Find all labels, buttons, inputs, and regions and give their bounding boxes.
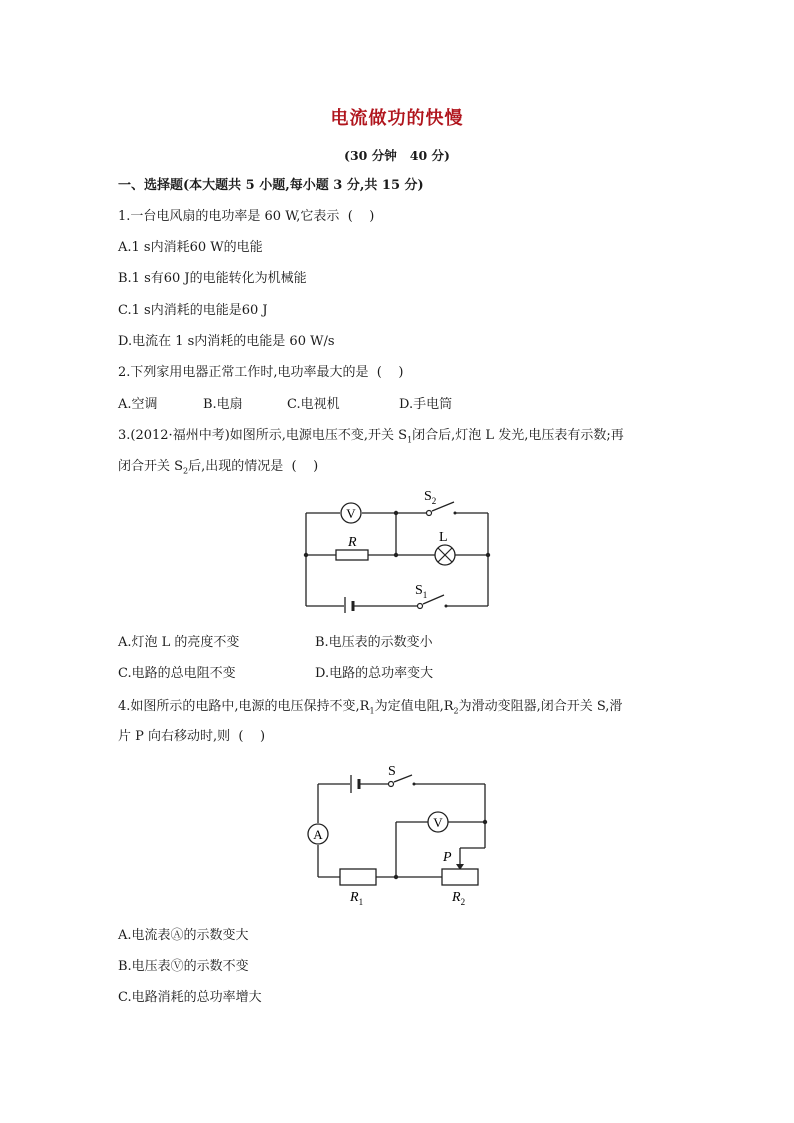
q4-stem-line2: 片 P 向右移动时,则 ( ) [118, 729, 266, 744]
q4-r1-label: $R_1$ [350, 890, 364, 907]
q1-option-a: A.1 s内消耗60 W的电能 [118, 240, 263, 255]
r2-rheostat-icon [442, 869, 478, 885]
q3-voltmeter-label: V [346, 506, 356, 521]
q3-s2-label: $S_2$ [424, 489, 437, 506]
q2-stem: 2.下列家用电器正常工作时,电功率最大的是 ( ) [118, 365, 404, 380]
section-heading: 一、选择题(本大题共 5 小题,每小题 3 分,共 15 分) [118, 178, 424, 193]
q1-option-c: C.1 s内消耗的电能是60 J [118, 303, 268, 318]
q3-stem-line1: 3.(2012·福州中考)如图所示,电源电压不变,开关 $S_1$闭合后,灯泡 L 发光,电压表有示数;再 [118, 428, 624, 445]
q4-circuit-diagram [300, 760, 500, 910]
page-title: 电流做功的快慢 [330, 108, 464, 129]
q2-option-c: C.电视机 [287, 397, 340, 412]
q3-option-d: D.电路的总功率变大 [315, 666, 434, 681]
q2-option-b: B.电扇 [203, 397, 243, 412]
q1-option-b: B.1 s有60 J的电能转化为机械能 [118, 271, 307, 286]
resistor-icon [336, 550, 368, 560]
q4-voltmeter-label: V [433, 815, 443, 830]
q3-option-a: A.灯泡 L 的亮度不变 [118, 635, 240, 650]
q3-option-b: B.电压表的示数变小 [315, 635, 433, 650]
q1-option-d: D.电流在 1 s内消耗的电能是 60 W/s [118, 334, 335, 349]
q3-lamp-label: L [439, 530, 448, 545]
time-score-note: (30 分钟 40 分) [344, 148, 450, 163]
q4-ammeter-label: A [313, 827, 323, 842]
q4-switch-label: S [388, 764, 396, 779]
q2-option-d: D.手电筒 [399, 397, 453, 412]
q3-resistor-label: R [348, 535, 357, 550]
q3-stem-line2: 闭合开关 $S_2$后,出现的情况是 ( ) [118, 459, 319, 476]
q4-option-c: C.电路消耗的总功率增大 [118, 990, 262, 1005]
q1-stem: 1.一台电风扇的电功率是 60 W,它表示 ( ) [118, 209, 375, 224]
r1-resistor-icon [340, 869, 376, 885]
q2-option-a: A.空调 [118, 397, 158, 412]
q4-r2-label: $R_2$ [452, 890, 466, 907]
q3-circuit-diagram [296, 483, 501, 613]
q4-option-b: B.电压表Ⓥ的示数不变 [118, 959, 249, 974]
q4-stem-line1: 4.如图所示的电路中,电源的电压保持不变$,R_1$为定值电阻$,R_2$为滑动变阻器,闭合开关 S,滑 [118, 699, 623, 716]
q4-slider-label: P [443, 850, 452, 865]
q4-option-a: A.电流表Ⓐ的示数变大 [118, 928, 249, 943]
q3-s1-label: $S_1$ [415, 583, 428, 600]
q3-option-c: C.电路的总电阻不变 [118, 666, 236, 681]
